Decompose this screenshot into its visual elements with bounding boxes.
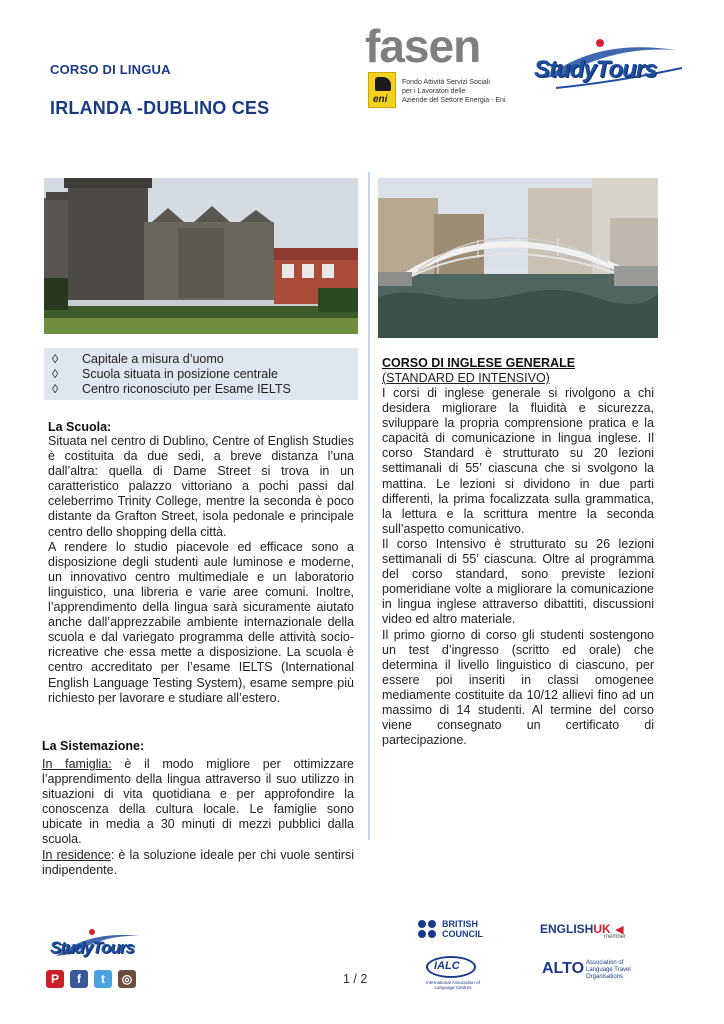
residence-text: : è la soluzione ideale per chi vuole sentirsi indipendente. [42, 847, 354, 877]
eni-dog-icon [375, 77, 391, 91]
hapenny-bridge-photo [378, 178, 658, 338]
alto-word: ALTO [542, 960, 585, 977]
scuola-paragraph-1: Situata nel centro di Dublino, Centre of English Studies è costituita da due sedi, a breve distanza l’una dall’altra: quella di Dame Street si trova in un caratteristico palazzo vittoriano a pochi passi dal celeberrimo Trinity College, mentre la seconda è poco distante da Grafton Street, isola pedonale e principale centro dello shopping della città. [48, 434, 354, 539]
sistemazione-heading: La Sistemazione: [42, 739, 145, 753]
alto-logo [542, 958, 652, 984]
corso-heading: CORSO DI INGLESE GENERALE [382, 356, 576, 370]
residence-paragraph [42, 848, 354, 878]
famiglia-text: è il modo migliore per ottimizzare l’apprendimento della lingua attraverso il suo utilizzo in situazioni di vita quotidiana e per approfondire la conoscenza della cultura locale. Le famiglie sono ubicate in media a 30 minuti di mezzi pubblici dalla scuola. [42, 757, 354, 847]
ialc-subtitle: International Association of Language Centres [426, 980, 480, 990]
englishuk-uk: UK [593, 922, 611, 936]
corso-paragraph-3: Il primo giorno di corso gli studenti sostengono un test d’ingresso (scritto ed orale) che determina il livello linguistico di ciascuno, per essere poi inseriti in classi omogenee mediamente costituite da 10/12 allievi fino ad un massimo di 14 studenti. Al termine del corso viene consegnato un certificato di partecipazione. [382, 627, 654, 748]
british-council-dots-icon [418, 920, 438, 940]
eni-logo [368, 72, 396, 108]
scuola-heading: La Scuola: [48, 420, 112, 434]
alto-subtitle: Association of Language Travel Organisations [586, 960, 631, 980]
ialc-word: IALC [434, 960, 460, 972]
highlight-item [50, 382, 352, 397]
diamond-bullet-icon: ◊ [52, 367, 59, 381]
studytours-wordmark: StudyTours [534, 56, 657, 83]
page-title: IRLANDA -DUBLINO CES [50, 98, 270, 118]
highlight-item [50, 352, 352, 367]
british-council-text [442, 919, 483, 939]
fasen-desc-line: Aziende del Settore Energia - Eni [402, 97, 506, 104]
fasen-desc-line: Fondo Attività Servizi Sociali [402, 79, 490, 86]
englishuk-word: ENGLISH [540, 922, 594, 936]
famiglia-label: In famiglia: [42, 757, 112, 771]
corso-subheading: (STANDARD ED INTENSIVO) [382, 371, 550, 385]
british-council-line: BRITISH [442, 919, 478, 929]
sistemazione-text [42, 757, 354, 878]
british-council-logo [418, 918, 488, 942]
famiglia-paragraph [42, 757, 354, 848]
fasen-desc-line: per i Lavoratori delle [402, 88, 466, 95]
diamond-bullet-icon: ◊ [52, 382, 59, 396]
fasen-logo [362, 20, 512, 112]
englishuk-member: member [603, 934, 626, 940]
diamond-bullet-icon: ◊ [52, 352, 59, 366]
british-council-line: COUNCIL [442, 929, 483, 939]
eni-wordmark: eni [373, 94, 388, 105]
fasen-description [402, 78, 514, 105]
instagram-icon[interactable]: ◎ [118, 970, 136, 988]
twitter-icon[interactable]: t [94, 970, 112, 988]
studytours-logo [526, 38, 688, 98]
fasen-wordmark: fasen [365, 20, 481, 72]
footer-studytours-wordmark: StudyTours [50, 938, 134, 957]
pinterest-icon[interactable]: P [46, 970, 64, 988]
scuola-text [48, 434, 354, 706]
column-divider [368, 172, 370, 840]
scuola-paragraph-2: A rendere lo studio piacevole ed efficace sono a disposizione degli studenti aule luminose e moderne, un innovativo centro multimediale e un laboratorio linguistico, una libreria e varie aree comuni. Inoltre, l’apprendimento della lingua sarà sicuramente aiutato anche dall’apprezzabile ambiente internazionale della scuola e dal variegato programma delle attività socio-ricreative che essa mette a disposizione. La scuola è centro accreditato per l’esame IELTS (International English Language Testing System), esame sempre più richiesto per lavorare e studiare all’estero. [48, 539, 354, 705]
highlight-text: Centro riconosciuto per Esame IELTS [82, 382, 291, 396]
highlights-box [44, 348, 358, 400]
corso-paragraph-1: I corsi di inglese generale si rivolgono a chi desidera migliorare la fluidità e sicurezza, sviluppare la propria comprensione pratica e la capacità di comunicazione in lingua inglese. Il corso Standard è strutturato su 20 lezioni settimanali di 55’ ciascuna che si svolgono la mattina. Le lezioni si dividono in due parti differenti, la prima focalizzata sulla grammatica, la lettura e la scrittura mentre la seconda sull’aspetto comunicativo. [382, 386, 654, 536]
facebook-icon[interactable]: f [70, 970, 88, 988]
residence-label: In residence [42, 847, 111, 862]
corso-paragraph-2: Il corso Intensivo è strutturato su 26 lezioni settimanali di 55’ ciascuna. Oltre al programma del corso standard, sono previste lezioni pomeridiane volte a migliorare la comunicazione in lingua inglese attraverso dibattiti, discussioni video ed altro materiale. [382, 536, 654, 627]
course-label: CORSO DI LINGUA [50, 62, 171, 77]
highlight-item [50, 367, 352, 382]
ialc-logo [420, 954, 482, 988]
englishuk-arrow-icon: ◀ [615, 924, 624, 936]
highlight-text: Capitale a misura d’uomo [82, 352, 224, 366]
highlight-text: Scuola situata in posizione centrale [82, 367, 278, 381]
corso-text [382, 386, 654, 748]
page-number: 1 / 2 [343, 972, 368, 986]
englishuk-logo [540, 920, 640, 944]
footer-studytours-logo [46, 928, 146, 968]
dublin-castle-photo [44, 178, 358, 334]
